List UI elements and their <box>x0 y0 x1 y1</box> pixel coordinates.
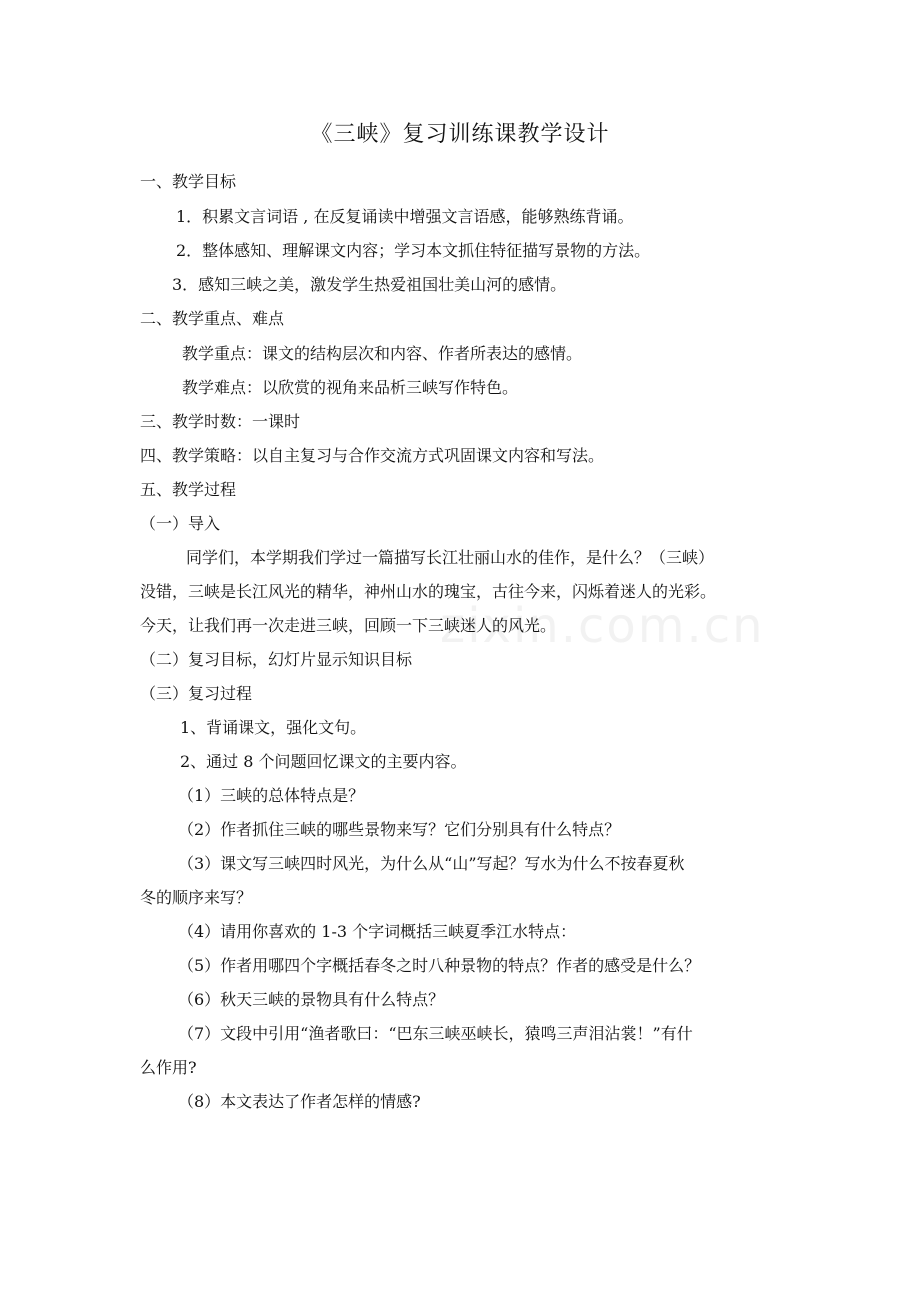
question-5: （5）作者用哪四个字概括春冬之时八种景物的特点？作者的感受是什么？ <box>178 956 701 975</box>
key-point-text: 教学重点：课文的结构层次和内容、作者所表达的感情。 <box>182 344 583 363</box>
intro-paragraph-line-3: 今天，让我们再一次走进三峡，回顾一下三峡迷人的风光。 <box>140 616 557 635</box>
process-heading-intro: （一）导入 <box>140 514 221 533</box>
question-7-line-1: （7）文段中引用“渔者歌曰：“巴东三峡巫峡长，猿鸣三声泪沾裳！”有什 <box>178 1024 693 1043</box>
watermark: zixin.com.cn <box>440 598 765 654</box>
question-3-line-2: 冬的顺序来写？ <box>140 888 253 907</box>
document-title: 《三峡》复习训练课教学设计 <box>310 122 610 147</box>
process-heading-review-goals: （二）复习目标，幻灯片显示知识目标 <box>140 650 413 669</box>
question-6: （6）秋天三峡的景物具有什么特点？ <box>178 990 445 1009</box>
question-2: （2）作者抓住三峡的哪些景物来写？它们分别具有什么特点？ <box>178 820 621 839</box>
section-heading-process: 五、教学过程 <box>140 480 237 499</box>
process-heading-review-process: （三）复习过程 <box>140 684 253 703</box>
objective-item-3: 3．感知三峡之美，激发学生热爱祖国壮美山河的感情。 <box>172 275 567 294</box>
section-heading-objectives: 一、教学目标 <box>140 172 237 191</box>
difficult-point-text: 教学难点：以欣赏的视角来品析三峡写作特色。 <box>182 378 519 397</box>
objective-item-1: 1．积累文言词语 , 在反复诵读中增强文言语感，能够熟练背诵。 <box>176 207 634 226</box>
question-8: （8）本文表达了作者怎样的情感? <box>178 1092 421 1111</box>
question-4: （4）请用你喜欢的 1-3 个字词概括三峡夏季江水特点： <box>178 922 577 941</box>
review-step-2: 2、通过 8 个问题回忆课文的主要内容。 <box>180 752 467 771</box>
review-step-1: 1、背诵课文，强化文句。 <box>180 718 367 737</box>
section-heading-key-points: 二、教学重点、难点 <box>140 309 285 328</box>
intro-paragraph-line-2: 没错，三峡是长江风光的精华，神州山水的瑰宝，古往今来，闪烁着迷人的光彩。 <box>140 582 717 601</box>
intro-paragraph-line-1: 同学们，本学期我们学过一篇描写长江壮丽山水的佳作，是什么？（三峡） <box>186 548 715 567</box>
question-3-line-1: （3）课文写三峡四时风光，为什么从“山”写起？写水为什么不按春夏秋 <box>178 854 685 873</box>
section-teaching-hours: 三、教学时数：一课时 <box>140 412 301 431</box>
question-1: （1）三峡的总体特点是？ <box>178 786 365 805</box>
section-teaching-strategy: 四、教学策略：以自主复习与合作交流方式巩固课文内容和写法。 <box>140 446 605 465</box>
question-7-line-2: 么作用? <box>140 1058 197 1077</box>
objective-item-2: 2．整体感知、理解课文内容；学习本文抓住特征描写景物的方法。 <box>176 241 651 260</box>
